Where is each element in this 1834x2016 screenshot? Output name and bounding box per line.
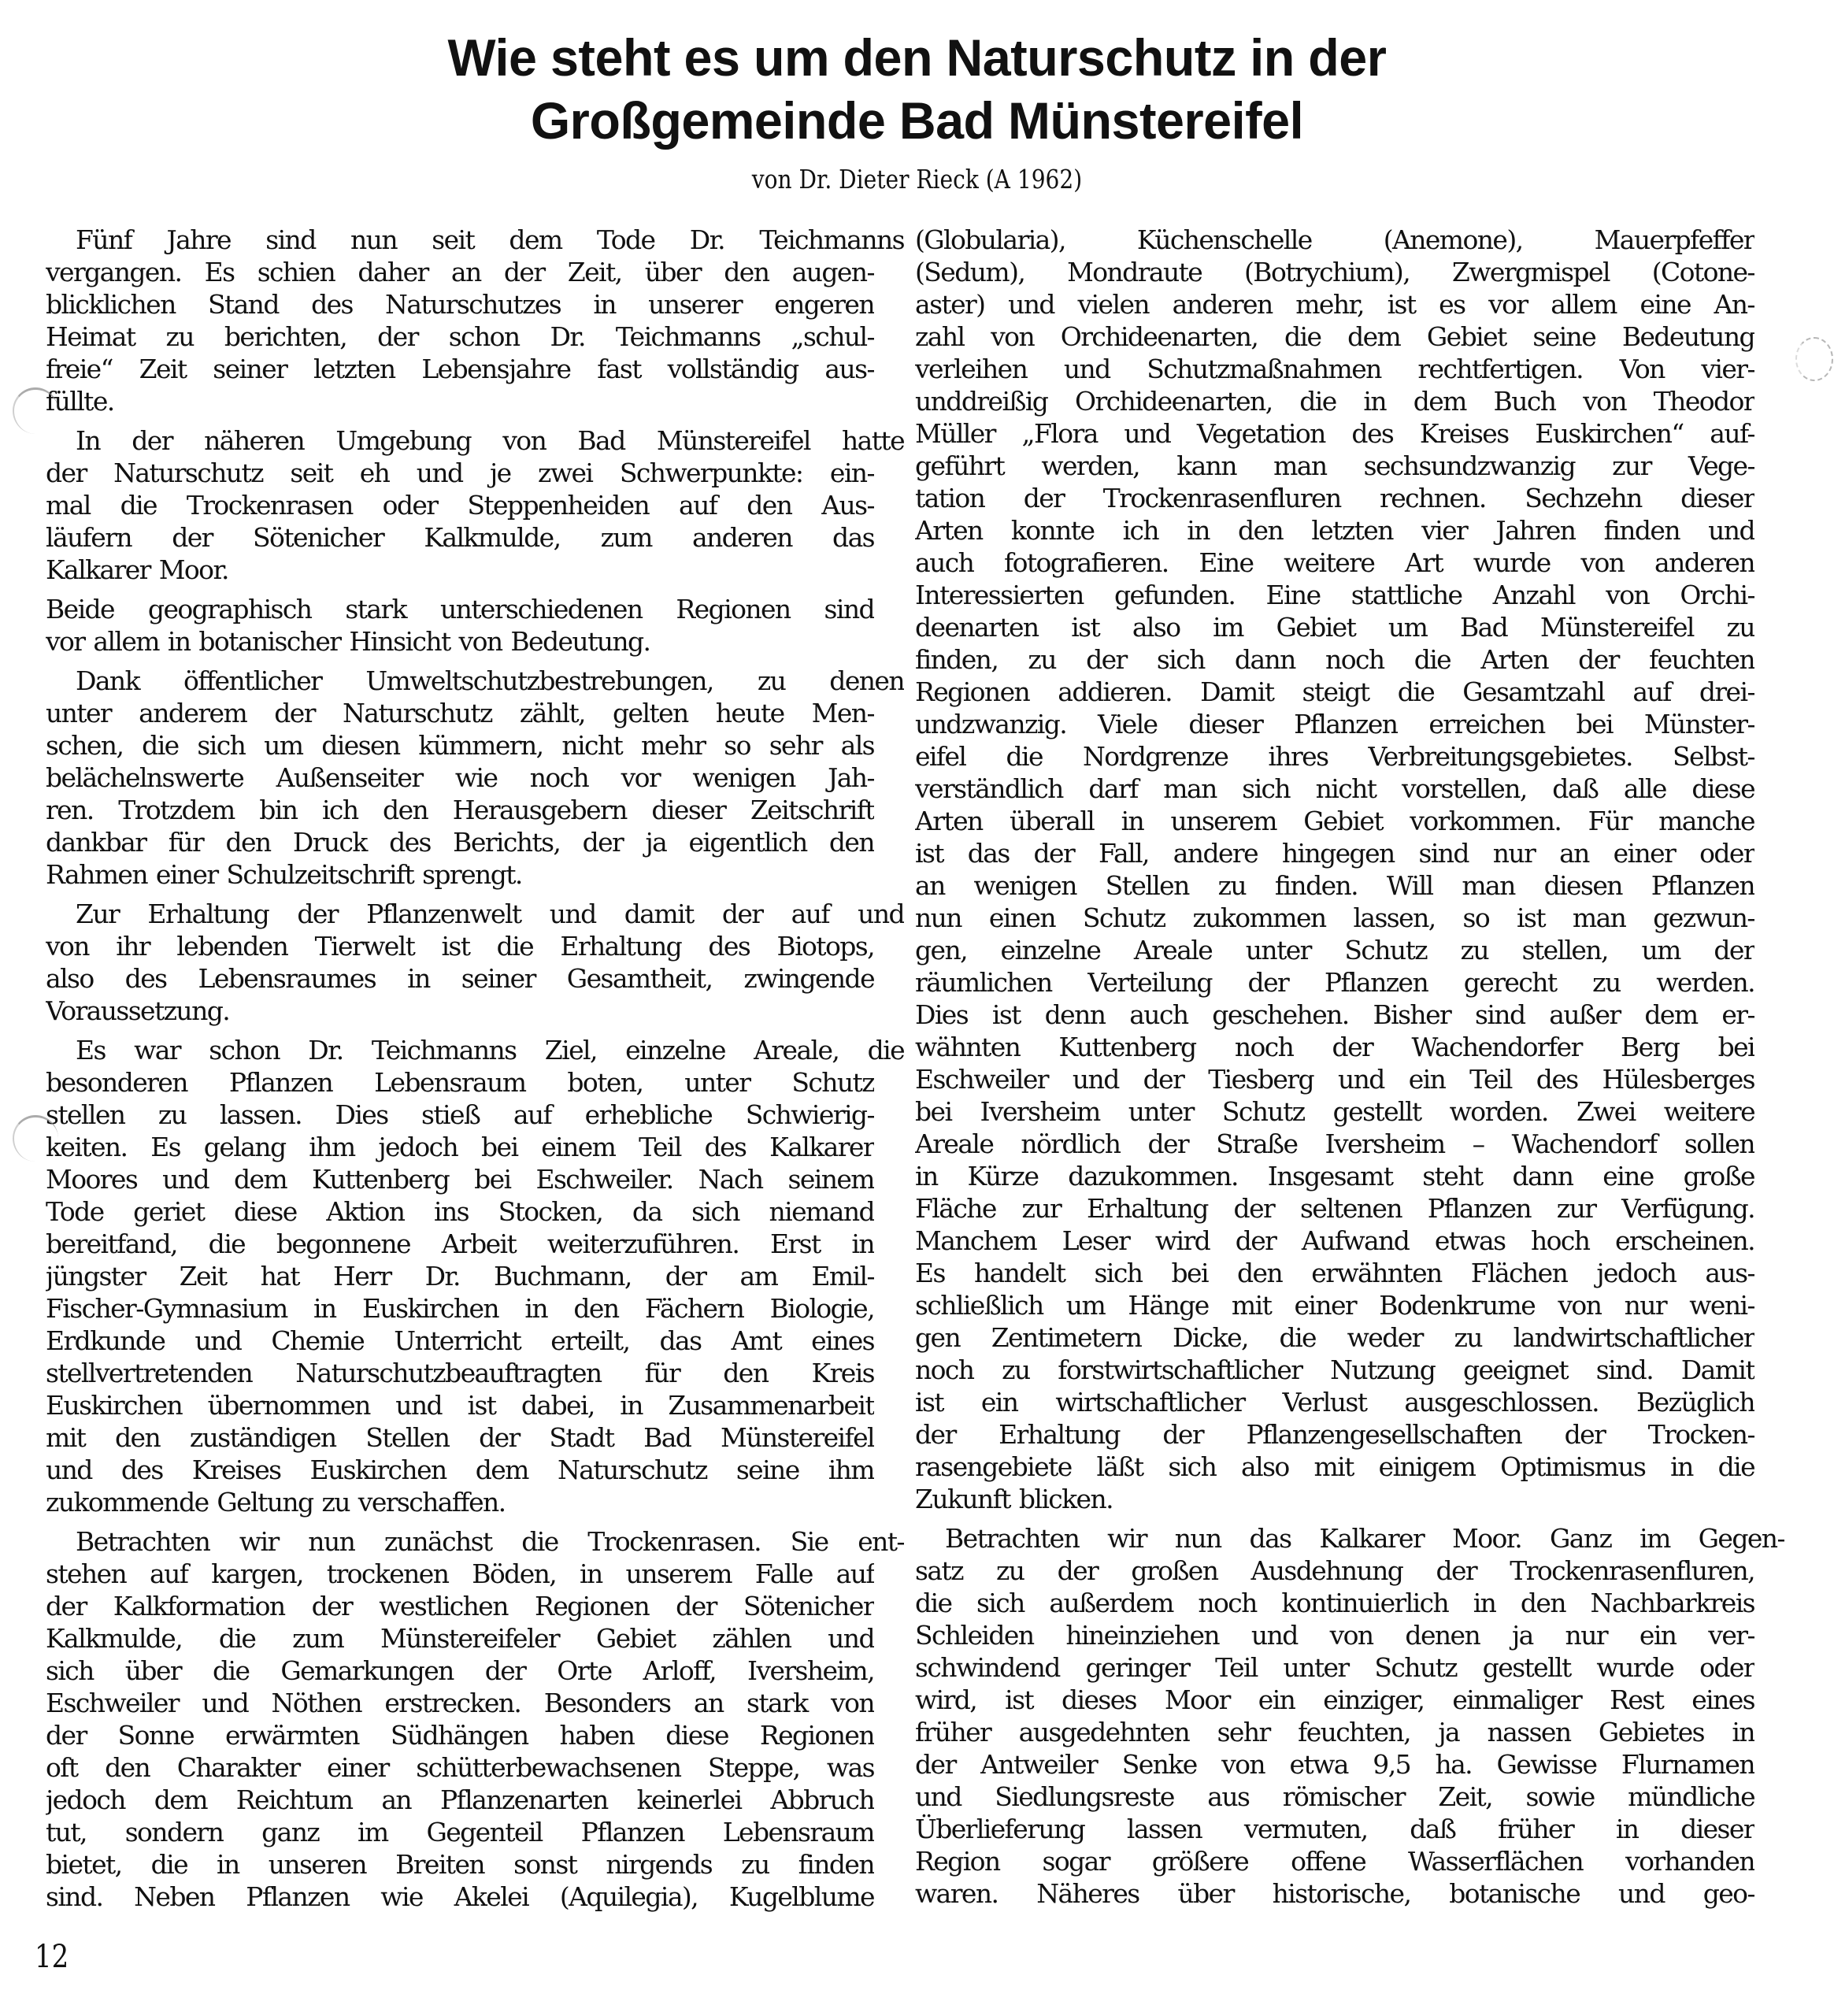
- text-line: Zur Erhaltung der Pflanzenwelt und damit der auf und: [76, 899, 904, 929]
- paragraph: [46, 224, 904, 417]
- text-line: von ihr lebenden Tierwelt ist die Erhaltung des Biotops,: [46, 931, 874, 962]
- text-line: Überlieferung lassen vermuten, daß früher in dieser: [915, 1814, 1754, 1844]
- text-line: läufern der Sötenicher Kalkmulde, zum anderen das: [46, 522, 874, 553]
- text-line: besonderen Pflanzen Lebensraum boten, unter Schutz: [46, 1067, 874, 1098]
- text-line: jüngster Zeit hat Herr Dr. Buchmann, der am Emil-: [46, 1261, 874, 1292]
- text-line: finden, zu der sich dann noch die Arten der feuchten: [915, 644, 1754, 675]
- page-number: 12: [35, 1939, 69, 1975]
- text-line: dankbar für den Druck des Berichts, der ja eigentlich den: [46, 827, 874, 858]
- text-line: der Kalkformation der westlichen Regionen der Sötenicher: [46, 1591, 874, 1621]
- text-line: räumlichen Verteilung der Pflanzen gerecht zu werden.: [915, 967, 1754, 998]
- text-line: schen, die sich um diesen kümmern, nicht mehr so sehr als: [46, 730, 874, 761]
- text-line: bietet, die in unseren Breiten sonst nirgends zu finden: [46, 1849, 874, 1880]
- text-line: Region sogar größere offene Wasserflächen vorhanden: [915, 1846, 1754, 1877]
- text-line: Heimat zu berichten, der schon Dr. Teichmanns „schul-: [46, 321, 874, 352]
- text-line: der Sonne erwärmten Südhängen haben diese Regionen: [46, 1720, 874, 1751]
- text-line: in Kürze dazukommen. Insgesamt steht dann eine große: [915, 1161, 1754, 1191]
- text-line: schwindend geringer Teil unter Schutz gestellt wurde oder: [915, 1652, 1754, 1683]
- text-line: und des Kreises Euskirchen dem Naturschutz seine ihm: [46, 1455, 874, 1485]
- text-line: zahl von Orchideenarten, die dem Gebiet seine Bedeutung: [915, 321, 1754, 352]
- paragraph: [46, 1034, 904, 1518]
- text-line: Kalkmulde, die zum Münstereifeler Gebiet zählen und: [46, 1623, 874, 1654]
- text-line: undzwanzig. Viele dieser Pflanzen erreichen bei Münster-: [915, 709, 1754, 739]
- text-line: oft den Charakter einer schütterbewachsenen Steppe, was: [46, 1752, 874, 1783]
- text-line: schließlich um Hänge mit einer Bodenkrume von nur weni-: [915, 1290, 1754, 1321]
- text-line: deenarten ist also im Gebiet um Bad Münstereifel zu: [915, 612, 1754, 643]
- text-line: mit den zuständigen Stellen der Stadt Bad Münstereifel: [46, 1422, 874, 1453]
- text-line: Betrachten wir nun zunächst die Trockenrasen. Sie ent-: [76, 1526, 904, 1557]
- paragraph: [46, 593, 874, 658]
- text-line: verständlich darf man sich nicht vorstellen, daß alle diese: [915, 773, 1754, 804]
- text-line: jedoch dem Reichtum an Pflanzenarten keinerlei Abbruch: [46, 1784, 874, 1815]
- text-line: stehen auf kargen, trockenen Böden, in unserem Falle auf: [46, 1558, 874, 1589]
- punch-hole-mark: [13, 387, 58, 434]
- text-line: Beide geographisch stark unterschiedenen Regionen sind: [46, 594, 874, 624]
- text-line: Rahmen einer Schulzeitschrift sprengt.: [46, 859, 522, 890]
- text-line: Areale nördlich der Straße Iversheim – Wachendorf sollen: [915, 1128, 1754, 1159]
- punch-hole-mark: [1795, 337, 1833, 381]
- punch-hole-mark: [13, 1115, 58, 1162]
- author-byline: von Dr. Dieter Rieck (A 1962): [751, 164, 1083, 195]
- text-line: füllte.: [46, 386, 114, 417]
- text-line: Fläche zur Erhaltung der seltenen Pflanzen zur Verfügung.: [915, 1193, 1754, 1224]
- text-line: an wenigen Stellen zu finden. Will man diesen Pflanzen: [915, 870, 1754, 901]
- text-line: zukommende Geltung zu verschaffen.: [46, 1487, 506, 1518]
- text-line: ist das der Fall, andere hingegen sind nur an einer oder: [915, 838, 1754, 869]
- text-line: Fünf Jahre sind nun seit dem Tode Dr. Teichmanns: [76, 224, 904, 255]
- text-line: gen, einzelne Areale unter Schutz zu stellen, um der: [915, 935, 1754, 965]
- text-line: gen Zentimetern Dicke, die weder zu landwirtschaftlicher: [915, 1322, 1754, 1353]
- text-line: Interessierten gefunden. Eine stattliche Anzahl von Orchi-: [915, 580, 1754, 610]
- text-line: waren. Näheres über historische, botanische und geo-: [915, 1878, 1754, 1909]
- article-title-line-2: Großgemeinde Bad Münstereifel: [530, 91, 1304, 150]
- text-line: Schleiden hineinziehen und von denen ja nur ein ver-: [915, 1620, 1754, 1651]
- text-line: tut, sondern ganz im Gegenteil Pflanzen Lebensraum: [46, 1817, 874, 1847]
- text-line: sich über die Gemarkungen der Orte Arloff, Iversheim,: [46, 1655, 874, 1686]
- text-line: satz zu der großen Ausdehnung der Trockenrasenfluren,: [915, 1555, 1754, 1586]
- text-line: Dies ist denn auch geschehen. Bisher sind außer dem er-: [915, 999, 1754, 1030]
- text-line: Es war schon Dr. Teichmanns Ziel, einzelne Areale, die: [76, 1035, 904, 1065]
- text-line: (Sedum), Mondraute (Botrychium), Zwergmispel (Cotone-: [915, 257, 1754, 287]
- article-title-line-1: Wie steht es um den Naturschutz in der: [447, 28, 1387, 87]
- text-line: ren. Trotzdem bin ich den Herausgebern dieser Zeitschrift: [46, 795, 874, 825]
- text-line: noch zu forstwirtschaftlicher Nutzung geeignet sind. Damit: [915, 1354, 1754, 1385]
- text-line: also des Lebensraumes in seiner Gesamtheit, zwingende: [46, 963, 874, 994]
- text-line: mal die Trockenrasen oder Steppenheiden auf den Aus-: [46, 490, 874, 521]
- text-line: Euskirchen übernommen und ist dabei, in Zusammenarbeit: [46, 1390, 874, 1421]
- text-line: bereitfand, die begonnene Arbeit weiterzuführen. Erst in: [46, 1228, 874, 1259]
- text-line: stellen zu lassen. Dies stieß auf erhebliche Schwierig-: [46, 1099, 874, 1130]
- text-line: rasengebiete läßt sich also mit einigem Optimismus in die: [915, 1451, 1754, 1482]
- text-line: vor allem in botanischer Hinsicht von Bedeutung.: [46, 626, 650, 657]
- text-line: eifel die Nordgrenze ihres Verbreitungsgebietes. Selbst-: [915, 741, 1754, 772]
- text-line: Tode geriet diese Aktion ins Stocken, da sich niemand: [46, 1196, 874, 1227]
- text-line: wird, ist dieses Moor ein einziger, einmaliger Rest eines: [915, 1684, 1754, 1715]
- text-line: aster) und vielen anderen mehr, ist es vor allem eine An-: [915, 289, 1754, 320]
- text-line: Es handelt sich bei den erwähnten Flächen jedoch aus-: [915, 1258, 1754, 1288]
- text-line: In der näheren Umgebung von Bad Münstereifel hatte: [76, 425, 904, 456]
- paragraph: [915, 1522, 1784, 1910]
- paragraph: [46, 424, 904, 586]
- text-line: Arten konnte ich in den letzten vier Jahren finden und: [915, 515, 1754, 546]
- text-line: Eschweiler und Nöthen erstrecken. Besonders an stark von: [46, 1688, 874, 1718]
- text-line: wähnten Kuttenberg noch der Wachendorfer Berg bei: [915, 1032, 1754, 1062]
- text-line: stellvertretenden Naturschutzbeauftragten für den Kreis: [46, 1358, 874, 1388]
- text-line: blicklichen Stand des Naturschutzes in unserer engeren: [46, 289, 874, 320]
- text-line: verleihen und Schutzmaßnahmen rechtfertigen. Von vier-: [915, 354, 1754, 384]
- paragraph: [46, 898, 904, 1027]
- text-line: Müller „Flora und Vegetation des Kreises Euskirchen“ auf-: [915, 418, 1754, 449]
- text-line: Regionen addieren. Damit steigt die Gesamtzahl auf drei-: [915, 676, 1754, 707]
- text-line: freie“ Zeit seiner letzten Lebensjahre fast vollständig aus-: [46, 354, 874, 384]
- text-line: belächelnswerte Außenseiter wie noch vor wenigen Jah-: [46, 762, 874, 793]
- text-line: Zukunft blicken.: [915, 1484, 1113, 1514]
- text-line: geführt werden, kann man sechsundzwanzig zur Vege-: [915, 450, 1754, 481]
- text-line: der Erhaltung der Pflanzengesellschaften der Trocken-: [915, 1419, 1754, 1450]
- text-line: Eschweiler und der Tiesberg und ein Teil des Hülesberges: [915, 1064, 1754, 1095]
- text-line: keiten. Es gelang ihm jedoch bei einem Teil des Kalkarer: [46, 1132, 874, 1162]
- text-line: unter anderem der Naturschutz zählt, gelten heute Men-: [46, 698, 874, 728]
- text-line: und Siedlungsreste aus römischer Zeit, sowie mündliche: [915, 1781, 1754, 1812]
- right-column: [915, 224, 1784, 1917]
- text-line: Erdkunde und Chemie Unterricht erteilt, das Amt eines: [46, 1325, 874, 1356]
- text-line: bei Iversheim unter Schutz gestellt worden. Zwei weitere: [915, 1096, 1754, 1127]
- text-line: der Naturschutz seit eh und je zwei Schwerpunkte: ein-: [46, 458, 874, 488]
- text-line: tation der Trockenrasenfluren rechnen. Sechzehn dieser: [915, 483, 1754, 513]
- text-line: die sich außerdem noch kontinuierlich in den Nachbarkreis: [915, 1588, 1754, 1618]
- text-line: Dank öffentlicher Umweltschutzbestrebungen, zu denen: [76, 665, 904, 696]
- text-line: Voraussetzung.: [46, 995, 230, 1026]
- text-line: (Globularia), Küchenschelle (Anemone), Mauerpfeffer: [915, 224, 1754, 255]
- text-line: Kalkarer Moor.: [46, 554, 228, 585]
- paragraph: [46, 665, 904, 891]
- text-line: unddreißig Orchideenarten, die in dem Buch von Theodor: [915, 386, 1754, 417]
- text-line: Arten überall in unserem Gebiet vorkommen. Für manche: [915, 806, 1754, 836]
- text-line: sind. Neben Pflanzen wie Akelei (Aquilegia), Kugelblume: [46, 1881, 874, 1912]
- paragraph: [915, 224, 1754, 1515]
- text-line: ist ein wirtschaftlicher Verlust ausgeschlossen. Bezüglich: [915, 1387, 1754, 1418]
- text-line: Fischer-Gymnasium in Euskirchen in den Fächern Biologie,: [46, 1293, 874, 1324]
- text-line: auch fotografieren. Eine weitere Art wurde von anderen: [915, 547, 1754, 578]
- text-line: nun einen Schutz zukommen lassen, so ist man gezwun-: [915, 902, 1754, 933]
- text-line: der Antweiler Senke von etwa 9,5 ha. Gewisse Flurnamen: [915, 1749, 1754, 1780]
- text-line: früher ausgedehnten sehr feuchten, ja nassen Gebietes in: [915, 1717, 1754, 1747]
- paragraph: [46, 1525, 904, 1913]
- text-line: Manchem Leser wird der Aufwand etwas hoch erscheinen.: [915, 1225, 1754, 1256]
- left-column: [46, 224, 904, 1920]
- text-line: Moores und dem Kuttenberg bei Eschweiler. Nach seinem: [46, 1164, 874, 1195]
- text-line: vergangen. Es schien daher an der Zeit, über den augen-: [46, 257, 874, 287]
- text-line: Betrachten wir nun das Kalkarer Moor. Ganz im Gegen-: [945, 1523, 1784, 1554]
